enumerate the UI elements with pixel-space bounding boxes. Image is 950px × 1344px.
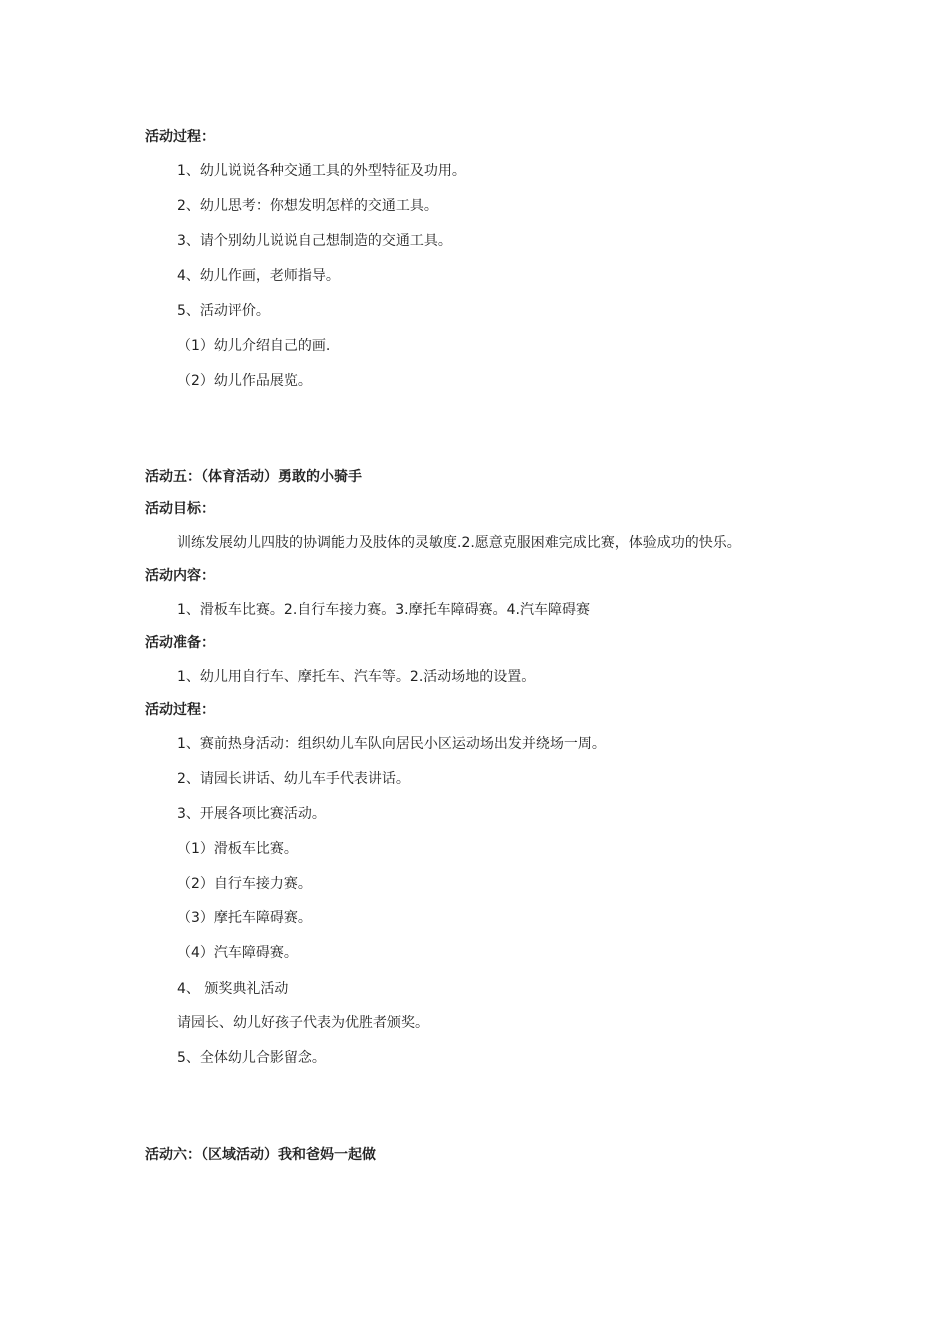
content-heading: 活动内容： — [145, 568, 215, 584]
list-item: （3）摩托车障碍赛。 — [177, 910, 312, 926]
list-item: 3、开展各项比赛活动。 — [177, 806, 326, 822]
list-item: （2）自行车接力赛。 — [177, 876, 312, 892]
prep-text: 1、幼儿用自行车、摩托车、汽车等。2.活动场地的设置。 — [177, 669, 536, 685]
list-item: （4）汽车障碍赛。 — [177, 945, 298, 961]
list-item: 2、幼儿思考：你想发明怎样的交通工具。 — [177, 198, 438, 214]
goal-text: 训练发展幼儿四肢的协调能力及肢体的灵敏度.2.愿意克服困难完成比赛，体验成功的快乐。 — [177, 535, 741, 551]
goal-heading: 活动目标： — [145, 501, 215, 517]
list-item: （2）幼儿作品展览。 — [177, 373, 312, 389]
process-heading: 活动过程： — [145, 702, 215, 718]
section-heading: 活动过程： — [145, 129, 215, 145]
prep-heading: 活动准备： — [145, 635, 215, 651]
list-item: 1、幼儿说说各种交通工具的外型特征及功用。 — [177, 163, 466, 179]
activity-title: 活动六：（区域活动）我和爸妈一起做 — [145, 1147, 376, 1163]
list-item: 5、活动评价。 — [177, 303, 270, 319]
list-item: 5、全体幼儿合影留念。 — [177, 1050, 326, 1066]
list-item: 2、请园长讲话、幼儿车手代表讲话。 — [177, 771, 410, 787]
list-item: （1）滑板车比赛。 — [177, 841, 298, 857]
list-item: （1）幼儿介绍自己的画. — [177, 338, 331, 354]
list-item: 1、赛前热身活动：组织幼儿车队向居民小区运动场出发并绕场一周。 — [177, 736, 606, 752]
activity-title: 活动五：（体育活动）勇敢的小骑手 — [145, 469, 362, 485]
list-item: 4、幼儿作画，老师指导。 — [177, 268, 340, 284]
list-item: 请园长、幼儿好孩子代表为优胜者颁奖。 — [177, 1015, 429, 1031]
content-text: 1、滑板车比赛。2.自行车接力赛。3.摩托车障碍赛。4.汽车障碍赛 — [177, 602, 590, 618]
list-item: 3、请个别幼儿说说自己想制造的交通工具。 — [177, 233, 452, 249]
list-item: 4、 颁奖典礼活动 — [177, 981, 289, 997]
